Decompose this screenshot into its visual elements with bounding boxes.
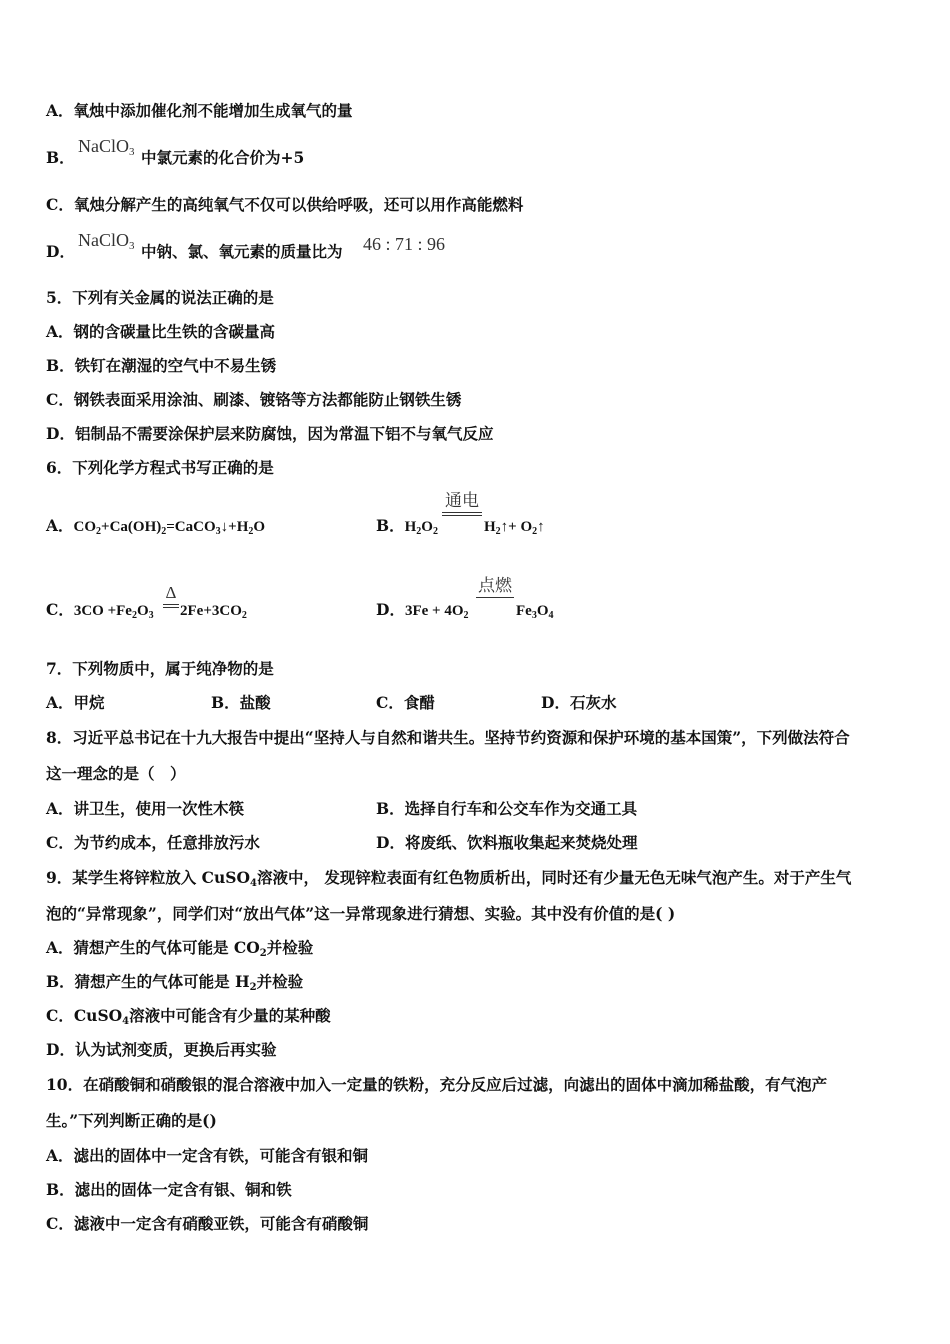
q7-option-d: D．石灰水 bbox=[541, 693, 617, 712]
q8-stem-line1: 8．习近平总书记在十九大报告中提出“坚持人与自然和谐共生。坚持节约资源和保护环境的基本国策”，下列做法符合 bbox=[46, 728, 850, 747]
q5-option-d: D．铝制品不需要涂保护层来防腐蚀，因为常温下铝不与氧气反应 bbox=[46, 424, 494, 443]
q7-option-c: C．食醋 bbox=[376, 693, 435, 712]
q9-option-a: A．猜想产生的气体可能是 $CO_2$并检验 bbox=[46, 938, 314, 959]
q8-stem-line2: 这一理念的是（ ） bbox=[46, 764, 186, 783]
q4-option-d-ratio: 46 : 71 : 96 bbox=[363, 234, 446, 254]
q5-option-b: B．铁钉在潮湿的空气中不易生锈 bbox=[46, 356, 277, 375]
q6-option-b-products: $H_2↑+$ $O_2↑$ bbox=[484, 519, 545, 537]
q6-option-c-products: $2Fe+3CO_2$ bbox=[180, 603, 247, 621]
q9-stem-line2: 泡的“异常现象”，同学们对“放出气体”这一异常现象进行猜想、实验。其中没有价值的是( ) bbox=[46, 904, 676, 923]
q5-stem: 5．下列有关金属的说法正确的是 bbox=[46, 288, 274, 307]
q9-option-b: B．猜想产生的气体可能是 $H_2$并检验 bbox=[46, 972, 304, 993]
q8-option-c: C．为节约成本，任意排放污水 bbox=[46, 833, 260, 852]
q6-option-c-condition: Δ bbox=[163, 584, 179, 608]
q6-option-c: C．$3CO +Fe_2O_3$ bbox=[46, 600, 154, 621]
q6-option-b-condition: 通电 bbox=[442, 492, 482, 516]
q7-option-a: A．甲烷 bbox=[46, 693, 105, 712]
q6-stem: 6．下列化学方程式书写正确的是 bbox=[46, 458, 274, 477]
q6-option-d: D．$3Fe + 4O_2$ bbox=[376, 600, 469, 621]
q4-option-d-text: 中钠、氯、氧元素的质量比为 bbox=[141, 242, 343, 261]
q5-option-a: A．钢的含碳量比生铁的含碳量高 bbox=[46, 322, 276, 341]
q5-option-c: C．钢铁表面采用涂油、刷漆、镀铬等方法都能防止钢铁生锈 bbox=[46, 390, 462, 409]
q4-option-a: A．氧烛中添加催化剂不能增加生成氧气的量 bbox=[46, 101, 353, 120]
q4-option-d-label: D． bbox=[46, 242, 75, 261]
q10-stem-line2: 生。”下列判断正确的是() bbox=[46, 1111, 217, 1130]
q10-option-c: C．滤液中一定含有硝酸亚铁，可能含有硝酸铜 bbox=[46, 1214, 369, 1233]
q6-option-a: A．$CO_2+Ca(OH)_2=CaCO_3↓+H_2O$ bbox=[46, 516, 266, 537]
q9-option-c: C．CuSO$_4$溶液中可能含有少量的某种酸 bbox=[46, 1006, 331, 1027]
q4-option-b-label: B． bbox=[46, 148, 75, 167]
q6-option-d-products: $Fe_3O_4$ bbox=[516, 603, 554, 621]
q8-option-a: A．讲卫生，使用一次性木筷 bbox=[46, 799, 245, 818]
q10-option-a: A．滤出的固体中一定含有铁，可能含有银和铜 bbox=[46, 1146, 369, 1165]
q4-option-b-text: 中氯元素的化合价为+5 bbox=[141, 148, 305, 167]
q9-option-d: D．认为试剂变质，更换后再实验 bbox=[46, 1040, 277, 1059]
q4-option-d-formula: NaClO$_3$ bbox=[78, 230, 135, 252]
q4-option-b-formula: NaClO$_3$ bbox=[78, 136, 135, 158]
q8-option-b: B．选择自行车和公交车作为交通工具 bbox=[376, 799, 638, 818]
q7-option-b: B．盐酸 bbox=[211, 693, 271, 712]
q4-option-c: C．氧烛分解产生的高纯氧气不仅可以供给呼吸，还可以用作高能燃料 bbox=[46, 195, 524, 214]
q10-option-b: B．滤出的固体一定含有银、铜和铁 bbox=[46, 1180, 292, 1199]
q9-stem-line1: 9．某学生将锌粒放入 CuSO$_4$溶液中， 发现锌粒表面有红色物质析出，同时还有少量无色无味气泡产生。对于产生气 bbox=[46, 868, 852, 889]
q10-stem-line1: 10．在硝酸铜和硝酸银的混合溶液中加入一定量的铁粉，充分反应后过滤，向滤出的固体中滴加稀盐酸，有气泡产 bbox=[46, 1075, 828, 1094]
q8-option-d: D．将废纸、饮料瓶收集起来焚烧处理 bbox=[376, 833, 638, 852]
q6-option-d-condition: 点燃 bbox=[476, 577, 514, 598]
q4-option-b bbox=[46, 148, 75, 168]
q4-option-d bbox=[46, 242, 75, 262]
q6-option-b: B．$H_2O_2$ bbox=[376, 516, 438, 537]
q7-stem: 7．下列物质中，属于纯净物的是 bbox=[46, 659, 274, 678]
